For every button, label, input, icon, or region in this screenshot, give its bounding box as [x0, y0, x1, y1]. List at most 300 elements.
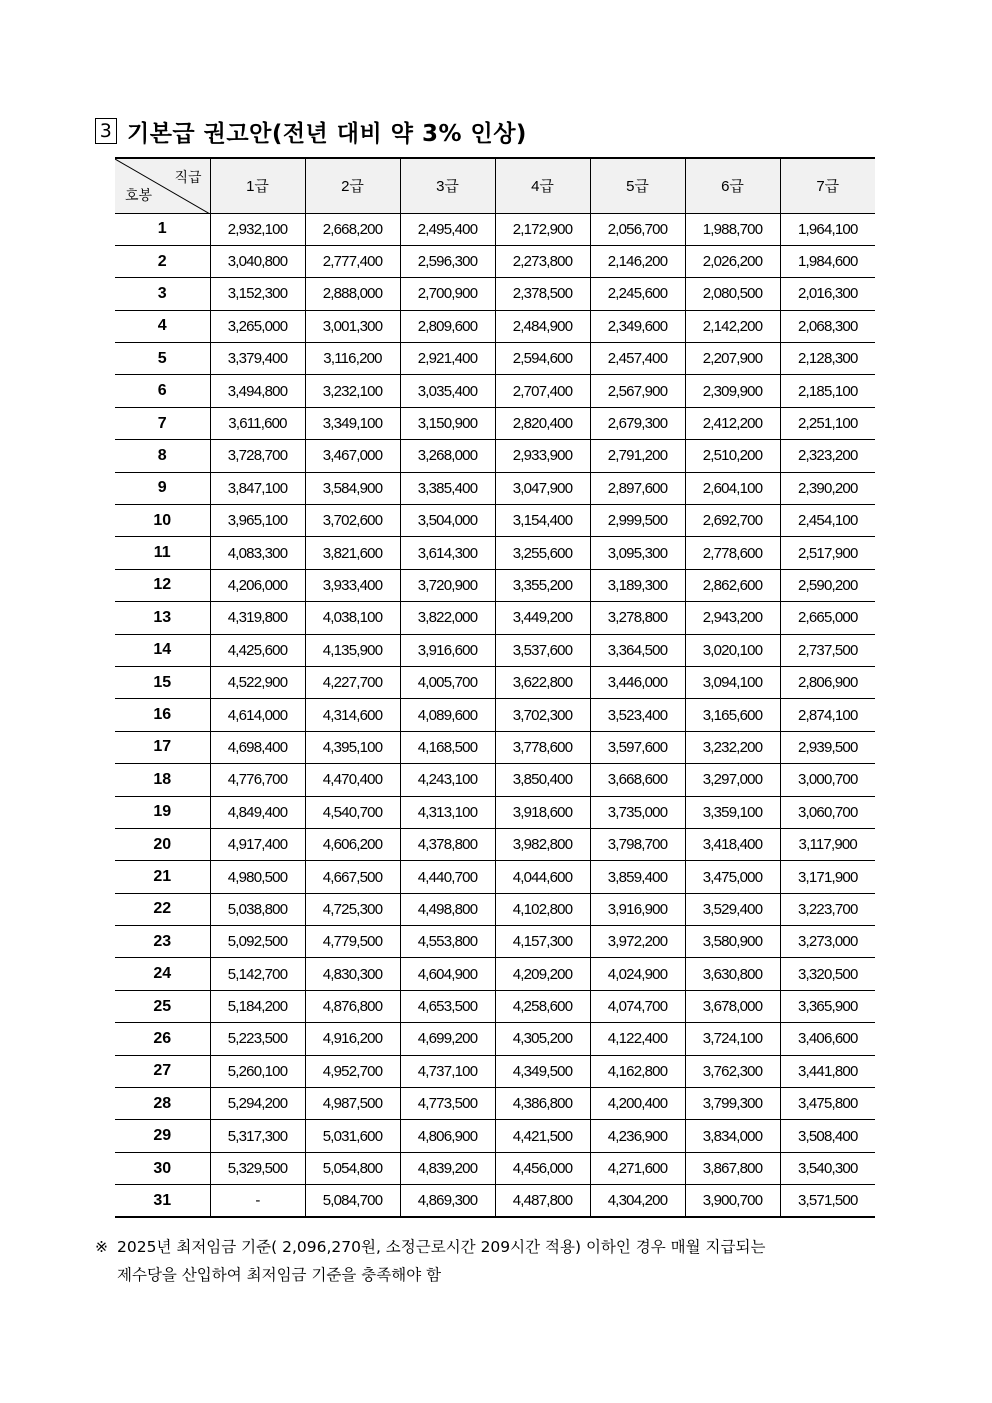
- header-row: [115, 158, 875, 213]
- salary-cell: 3,094,100: [685, 666, 780, 698]
- salary-cell: 3,150,900: [400, 407, 495, 439]
- table-row: [115, 1023, 875, 1055]
- salary-cell: 1,984,600: [780, 245, 875, 277]
- salary-cell: 2,390,200: [780, 472, 875, 504]
- salary-cell: 5,294,200: [210, 1088, 305, 1120]
- salary-cell: 3,095,300: [590, 537, 685, 569]
- grade-header: 3급: [400, 158, 495, 213]
- salary-cell: 3,320,500: [780, 958, 875, 990]
- salary-cell: 2,128,300: [780, 343, 875, 375]
- salary-cell: 2,056,700: [590, 213, 685, 245]
- salary-cell: 2,594,600: [495, 343, 590, 375]
- table-row: [115, 893, 875, 925]
- step-cell: 27: [115, 1055, 210, 1087]
- salary-cell: 4,314,600: [305, 699, 400, 731]
- salary-cell: 4,425,600: [210, 634, 305, 666]
- salary-cell: 3,117,900: [780, 828, 875, 860]
- salary-cell: 3,355,200: [495, 569, 590, 601]
- step-cell: 7: [115, 407, 210, 439]
- salary-cell: 4,044,600: [495, 861, 590, 893]
- footnote-text-2: 제수당을 산입하여 최저임금 기준을 충족해야 함: [117, 1266, 442, 1284]
- salary-cell: 4,102,800: [495, 893, 590, 925]
- salary-cell: 4,074,700: [590, 990, 685, 1022]
- step-cell: 23: [115, 926, 210, 958]
- table-row: [115, 602, 875, 634]
- salary-cell: 3,020,100: [685, 634, 780, 666]
- salary-cell: 4,604,900: [400, 958, 495, 990]
- salary-cell: 3,965,100: [210, 505, 305, 537]
- salary-cell: 3,821,600: [305, 537, 400, 569]
- salary-cell: 4,987,500: [305, 1088, 400, 1120]
- salary-cell: 4,737,100: [400, 1055, 495, 1087]
- salary-cell: 4,157,300: [495, 926, 590, 958]
- salary-cell: 2,820,400: [495, 407, 590, 439]
- salary-cell: 3,040,800: [210, 245, 305, 277]
- salary-cell: 4,271,600: [590, 1152, 685, 1184]
- salary-cell: 2,665,000: [780, 602, 875, 634]
- salary-cell: 3,359,100: [685, 796, 780, 828]
- salary-cell: 2,604,100: [685, 472, 780, 504]
- table-row: [115, 505, 875, 537]
- salary-cell: 3,364,500: [590, 634, 685, 666]
- salary-cell: 4,305,200: [495, 1023, 590, 1055]
- salary-cell: 2,495,400: [400, 213, 495, 245]
- step-cell: 5: [115, 343, 210, 375]
- salary-cell: 3,349,100: [305, 407, 400, 439]
- salary-cell: 2,146,200: [590, 245, 685, 277]
- salary-cell: 2,484,900: [495, 310, 590, 342]
- salary-cell: 2,378,500: [495, 278, 590, 310]
- step-cell: 8: [115, 440, 210, 472]
- salary-cell: 4,258,600: [495, 990, 590, 1022]
- salary-cell: 3,446,000: [590, 666, 685, 698]
- salary-cell: 3,223,700: [780, 893, 875, 925]
- salary-cell: 3,379,400: [210, 343, 305, 375]
- salary-cell: 4,667,500: [305, 861, 400, 893]
- salary-cell: 4,243,100: [400, 764, 495, 796]
- table-row: [115, 666, 875, 698]
- salary-cell: 5,031,600: [305, 1120, 400, 1152]
- salary-cell: 2,888,000: [305, 278, 400, 310]
- salary-cell: 4,313,100: [400, 796, 495, 828]
- salary-cell: 3,537,600: [495, 634, 590, 666]
- salary-cell: 4,386,800: [495, 1088, 590, 1120]
- salary-cell: 4,916,200: [305, 1023, 400, 1055]
- salary-cell: 2,999,500: [590, 505, 685, 537]
- salary-cell: 4,319,800: [210, 602, 305, 634]
- salary-cell: 2,412,200: [685, 407, 780, 439]
- salary-cell: 2,806,900: [780, 666, 875, 698]
- salary-cell: 2,700,900: [400, 278, 495, 310]
- salary-cell: 3,678,000: [685, 990, 780, 1022]
- salary-cell: 3,702,600: [305, 505, 400, 537]
- salary-cell: 4,200,400: [590, 1088, 685, 1120]
- salary-cell: 3,523,400: [590, 699, 685, 731]
- salary-cell: 2,791,200: [590, 440, 685, 472]
- salary-cell: 4,162,800: [590, 1055, 685, 1087]
- footnote: [95, 1233, 885, 1289]
- salary-cell: 2,943,200: [685, 602, 780, 634]
- table-row: [115, 569, 875, 601]
- salary-cell: 3,822,000: [400, 602, 495, 634]
- salary-cell: 3,933,400: [305, 569, 400, 601]
- salary-cell: 3,728,700: [210, 440, 305, 472]
- salary-cell: 2,809,600: [400, 310, 495, 342]
- salary-cell: 4,498,800: [400, 893, 495, 925]
- salary-cell: 3,982,800: [495, 828, 590, 860]
- salary-cell: 2,897,600: [590, 472, 685, 504]
- step-cell: 11: [115, 537, 210, 569]
- salary-cell: 5,092,500: [210, 926, 305, 958]
- table-row: [115, 375, 875, 407]
- salary-cell: 3,529,400: [685, 893, 780, 925]
- step-cell: 18: [115, 764, 210, 796]
- salary-cell: 3,278,800: [590, 602, 685, 634]
- salary-cell: 3,630,800: [685, 958, 780, 990]
- salary-cell: 3,859,400: [590, 861, 685, 893]
- table-row: [115, 764, 875, 796]
- salary-cell: 4,487,800: [495, 1185, 590, 1217]
- table-row: [115, 440, 875, 472]
- salary-cell: 4,227,700: [305, 666, 400, 698]
- salary-cell: 2,862,600: [685, 569, 780, 601]
- salary-cell: 2,692,700: [685, 505, 780, 537]
- salary-cell: 3,918,600: [495, 796, 590, 828]
- salary-cell: 5,223,500: [210, 1023, 305, 1055]
- salary-table: [115, 157, 875, 1218]
- salary-cell: 3,475,800: [780, 1088, 875, 1120]
- salary-cell: 3,867,800: [685, 1152, 780, 1184]
- salary-cell: 5,084,700: [305, 1185, 400, 1217]
- salary-cell: 3,622,800: [495, 666, 590, 698]
- step-cell: 3: [115, 278, 210, 310]
- salary-cell: 3,418,400: [685, 828, 780, 860]
- table-row: [115, 926, 875, 958]
- grade-header: 6급: [685, 158, 780, 213]
- salary-cell: 4,456,000: [495, 1152, 590, 1184]
- table-row: [115, 278, 875, 310]
- table-row: [115, 310, 875, 342]
- salary-cell: 2,737,500: [780, 634, 875, 666]
- salary-cell: 3,916,600: [400, 634, 495, 666]
- salary-cell: 3,972,200: [590, 926, 685, 958]
- salary-cell: 4,024,900: [590, 958, 685, 990]
- salary-cell: 5,038,800: [210, 893, 305, 925]
- salary-cell: 3,449,200: [495, 602, 590, 634]
- salary-cell: 4,440,700: [400, 861, 495, 893]
- section-heading: [95, 116, 527, 146]
- salary-cell: 3,035,400: [400, 375, 495, 407]
- table-row: [115, 1152, 875, 1184]
- salary-cell: 2,510,200: [685, 440, 780, 472]
- salary-cell: 3,798,700: [590, 828, 685, 860]
- salary-cell: 3,614,300: [400, 537, 495, 569]
- salary-cell: 3,900,700: [685, 1185, 780, 1217]
- salary-cell: 4,776,700: [210, 764, 305, 796]
- salary-cell: 3,060,700: [780, 796, 875, 828]
- salary-cell: 2,349,600: [590, 310, 685, 342]
- grade-header: 5급: [590, 158, 685, 213]
- salary-cell: 3,504,000: [400, 505, 495, 537]
- salary-cell: 4,135,900: [305, 634, 400, 666]
- salary-cell: 4,038,100: [305, 602, 400, 634]
- step-cell: 14: [115, 634, 210, 666]
- salary-cell: 4,614,000: [210, 699, 305, 731]
- salary-cell: 2,207,900: [685, 343, 780, 375]
- salary-cell: 3,000,700: [780, 764, 875, 796]
- step-cell: 12: [115, 569, 210, 601]
- footnote-text-1: 2025년 최저임금 기준( 2,096,270원, 소정근로시간 209시간 적용) 이하인 경우 매월 지급되는: [117, 1238, 766, 1256]
- salary-cell: 4,773,500: [400, 1088, 495, 1120]
- salary-cell: 2,679,300: [590, 407, 685, 439]
- salary-cell: 3,441,800: [780, 1055, 875, 1087]
- step-cell: 31: [115, 1185, 210, 1217]
- salary-cell: 4,779,500: [305, 926, 400, 958]
- salary-cell: 2,068,300: [780, 310, 875, 342]
- salary-cell: 3,297,000: [685, 764, 780, 796]
- salary-cell: 3,611,600: [210, 407, 305, 439]
- salary-cell: 4,606,200: [305, 828, 400, 860]
- grade-header: 4급: [495, 158, 590, 213]
- salary-cell: 1,988,700: [685, 213, 780, 245]
- salary-cell: 2,457,400: [590, 343, 685, 375]
- salary-cell: 4,553,800: [400, 926, 495, 958]
- step-cell: 30: [115, 1152, 210, 1184]
- salary-cell: 3,778,600: [495, 731, 590, 763]
- salary-cell: 4,839,200: [400, 1152, 495, 1184]
- step-cell: 25: [115, 990, 210, 1022]
- salary-cell: 5,317,300: [210, 1120, 305, 1152]
- salary-cell: 2,172,900: [495, 213, 590, 245]
- step-cell: 22: [115, 893, 210, 925]
- salary-cell: 3,255,600: [495, 537, 590, 569]
- salary-cell: 4,206,000: [210, 569, 305, 601]
- grade-header: 7급: [780, 158, 875, 213]
- salary-cell: 3,265,000: [210, 310, 305, 342]
- table-row: [115, 343, 875, 375]
- table-row: [115, 861, 875, 893]
- table-row: [115, 796, 875, 828]
- salary-cell: 4,236,900: [590, 1120, 685, 1152]
- step-cell: 15: [115, 666, 210, 698]
- salary-cell: 3,001,300: [305, 310, 400, 342]
- salary-cell: 4,725,300: [305, 893, 400, 925]
- table-row: [115, 634, 875, 666]
- salary-cell: 2,777,400: [305, 245, 400, 277]
- salary-cell: 4,917,400: [210, 828, 305, 860]
- step-cell: 6: [115, 375, 210, 407]
- step-cell: 28: [115, 1088, 210, 1120]
- salary-cell: 2,921,400: [400, 343, 495, 375]
- salary-cell: 3,232,200: [685, 731, 780, 763]
- salary-cell: 4,522,900: [210, 666, 305, 698]
- footnote-line-1: [95, 1233, 885, 1261]
- salary-cell: 4,421,500: [495, 1120, 590, 1152]
- salary-cell: 4,653,500: [400, 990, 495, 1022]
- table-row: [115, 407, 875, 439]
- salary-cell: 4,304,200: [590, 1185, 685, 1217]
- step-cell: 13: [115, 602, 210, 634]
- grade-axis-label: 직급: [174, 169, 202, 185]
- salary-cell: 3,580,900: [685, 926, 780, 958]
- salary-cell: 2,080,500: [685, 278, 780, 310]
- salary-cell: 3,475,000: [685, 861, 780, 893]
- salary-cell: 3,232,100: [305, 375, 400, 407]
- salary-cell: 5,054,800: [305, 1152, 400, 1184]
- salary-cell: 3,847,100: [210, 472, 305, 504]
- salary-cell: 3,702,300: [495, 699, 590, 731]
- salary-cell: 3,365,900: [780, 990, 875, 1022]
- grade-header: 2급: [305, 158, 400, 213]
- salary-cell: 2,778,600: [685, 537, 780, 569]
- salary-cell: 2,596,300: [400, 245, 495, 277]
- table-row: [115, 958, 875, 990]
- salary-cell: 4,869,300: [400, 1185, 495, 1217]
- salary-cell: 4,209,200: [495, 958, 590, 990]
- salary-cell: 3,385,400: [400, 472, 495, 504]
- table-row: [115, 1055, 875, 1087]
- salary-cell: 3,189,300: [590, 569, 685, 601]
- salary-cell: 2,273,800: [495, 245, 590, 277]
- salary-cell: 4,698,400: [210, 731, 305, 763]
- salary-cell: 3,406,600: [780, 1023, 875, 1055]
- step-cell: 20: [115, 828, 210, 860]
- table-row: [115, 537, 875, 569]
- salary-cell: 3,154,400: [495, 505, 590, 537]
- salary-cell: 2,517,900: [780, 537, 875, 569]
- salary-cell: 2,142,200: [685, 310, 780, 342]
- step-cell: 21: [115, 861, 210, 893]
- step-cell: 24: [115, 958, 210, 990]
- salary-cell: 4,168,500: [400, 731, 495, 763]
- salary-cell: 3,597,600: [590, 731, 685, 763]
- step-cell: 26: [115, 1023, 210, 1055]
- salary-cell: 3,762,300: [685, 1055, 780, 1087]
- salary-cell: 3,494,800: [210, 375, 305, 407]
- salary-cell: 3,916,900: [590, 893, 685, 925]
- step-cell: 17: [115, 731, 210, 763]
- salary-cell: 4,378,800: [400, 828, 495, 860]
- salary-cell: 4,089,600: [400, 699, 495, 731]
- salary-cell: 4,122,400: [590, 1023, 685, 1055]
- salary-cell: 3,508,400: [780, 1120, 875, 1152]
- step-cell: 1: [115, 213, 210, 245]
- step-cell: 10: [115, 505, 210, 537]
- salary-cell: 2,245,600: [590, 278, 685, 310]
- salary-cell: 3,116,200: [305, 343, 400, 375]
- salary-cell: 4,830,300: [305, 958, 400, 990]
- grade-header: 1급: [210, 158, 305, 213]
- table-row: [115, 1088, 875, 1120]
- salary-cell: 4,349,500: [495, 1055, 590, 1087]
- salary-cell: 2,933,900: [495, 440, 590, 472]
- table-row: [115, 731, 875, 763]
- salary-cell: 3,799,300: [685, 1088, 780, 1120]
- salary-cell: 3,850,400: [495, 764, 590, 796]
- salary-cell: 4,005,700: [400, 666, 495, 698]
- step-axis-label: 호봉: [125, 186, 153, 203]
- reference-mark: ※: [95, 1238, 108, 1256]
- salary-cell: 3,467,000: [305, 440, 400, 472]
- salary-cell: 5,260,100: [210, 1055, 305, 1087]
- salary-cell: 4,849,400: [210, 796, 305, 828]
- salary-cell: 4,540,700: [305, 796, 400, 828]
- table-row: [115, 245, 875, 277]
- salary-cell: 3,152,300: [210, 278, 305, 310]
- salary-cell: 3,571,500: [780, 1185, 875, 1217]
- table-row: [115, 1120, 875, 1152]
- salary-cell: 2,707,400: [495, 375, 590, 407]
- salary-cell: 4,395,100: [305, 731, 400, 763]
- salary-cell: 5,329,500: [210, 1152, 305, 1184]
- salary-cell: 3,273,000: [780, 926, 875, 958]
- salary-cell: 3,584,900: [305, 472, 400, 504]
- step-cell: 9: [115, 472, 210, 504]
- section-title: 기본급 권고안(전년 대비 약 3% 인상): [127, 120, 527, 147]
- salary-cell: 3,047,900: [495, 472, 590, 504]
- table-row: [115, 1185, 875, 1217]
- salary-cell: 4,980,500: [210, 861, 305, 893]
- salary-cell: 2,185,100: [780, 375, 875, 407]
- salary-cell: 2,668,200: [305, 213, 400, 245]
- step-cell: 19: [115, 796, 210, 828]
- salary-cell: 3,724,100: [685, 1023, 780, 1055]
- salary-cell: 5,184,200: [210, 990, 305, 1022]
- salary-cell: 3,165,600: [685, 699, 780, 731]
- salary-cell: 3,735,000: [590, 796, 685, 828]
- salary-cell: 2,251,100: [780, 407, 875, 439]
- salary-cell: 2,590,200: [780, 569, 875, 601]
- salary-cell: 3,171,900: [780, 861, 875, 893]
- salary-cell: 4,806,900: [400, 1120, 495, 1152]
- table-row: [115, 213, 875, 245]
- salary-cell: 2,323,200: [780, 440, 875, 472]
- salary-cell: 2,309,900: [685, 375, 780, 407]
- section-number: 3: [95, 118, 117, 144]
- salary-cell: 3,540,300: [780, 1152, 875, 1184]
- table-row: [115, 472, 875, 504]
- step-cell: 16: [115, 699, 210, 731]
- salary-cell: 4,876,800: [305, 990, 400, 1022]
- table-row: [115, 828, 875, 860]
- salary-cell: 2,454,100: [780, 505, 875, 537]
- corner-header: [115, 158, 210, 213]
- salary-table-body: [115, 213, 875, 1217]
- salary-cell: 3,720,900: [400, 569, 495, 601]
- salary-cell: 2,932,100: [210, 213, 305, 245]
- salary-cell: 2,567,900: [590, 375, 685, 407]
- salary-cell: 2,026,200: [685, 245, 780, 277]
- table-row: [115, 699, 875, 731]
- salary-cell: 4,470,400: [305, 764, 400, 796]
- salary-cell: 2,874,100: [780, 699, 875, 731]
- salary-cell: 2,939,500: [780, 731, 875, 763]
- salary-cell: 5,142,700: [210, 958, 305, 990]
- salary-cell: 4,952,700: [305, 1055, 400, 1087]
- step-cell: 2: [115, 245, 210, 277]
- salary-cell: -: [210, 1185, 305, 1217]
- salary-cell: 3,668,600: [590, 764, 685, 796]
- salary-cell: 2,016,300: [780, 278, 875, 310]
- salary-cell: 3,268,000: [400, 440, 495, 472]
- table-row: [115, 990, 875, 1022]
- step-cell: 29: [115, 1120, 210, 1152]
- salary-cell: 4,083,300: [210, 537, 305, 569]
- salary-cell: 4,699,200: [400, 1023, 495, 1055]
- salary-cell: 3,834,000: [685, 1120, 780, 1152]
- step-cell: 4: [115, 310, 210, 342]
- salary-cell: 1,964,100: [780, 213, 875, 245]
